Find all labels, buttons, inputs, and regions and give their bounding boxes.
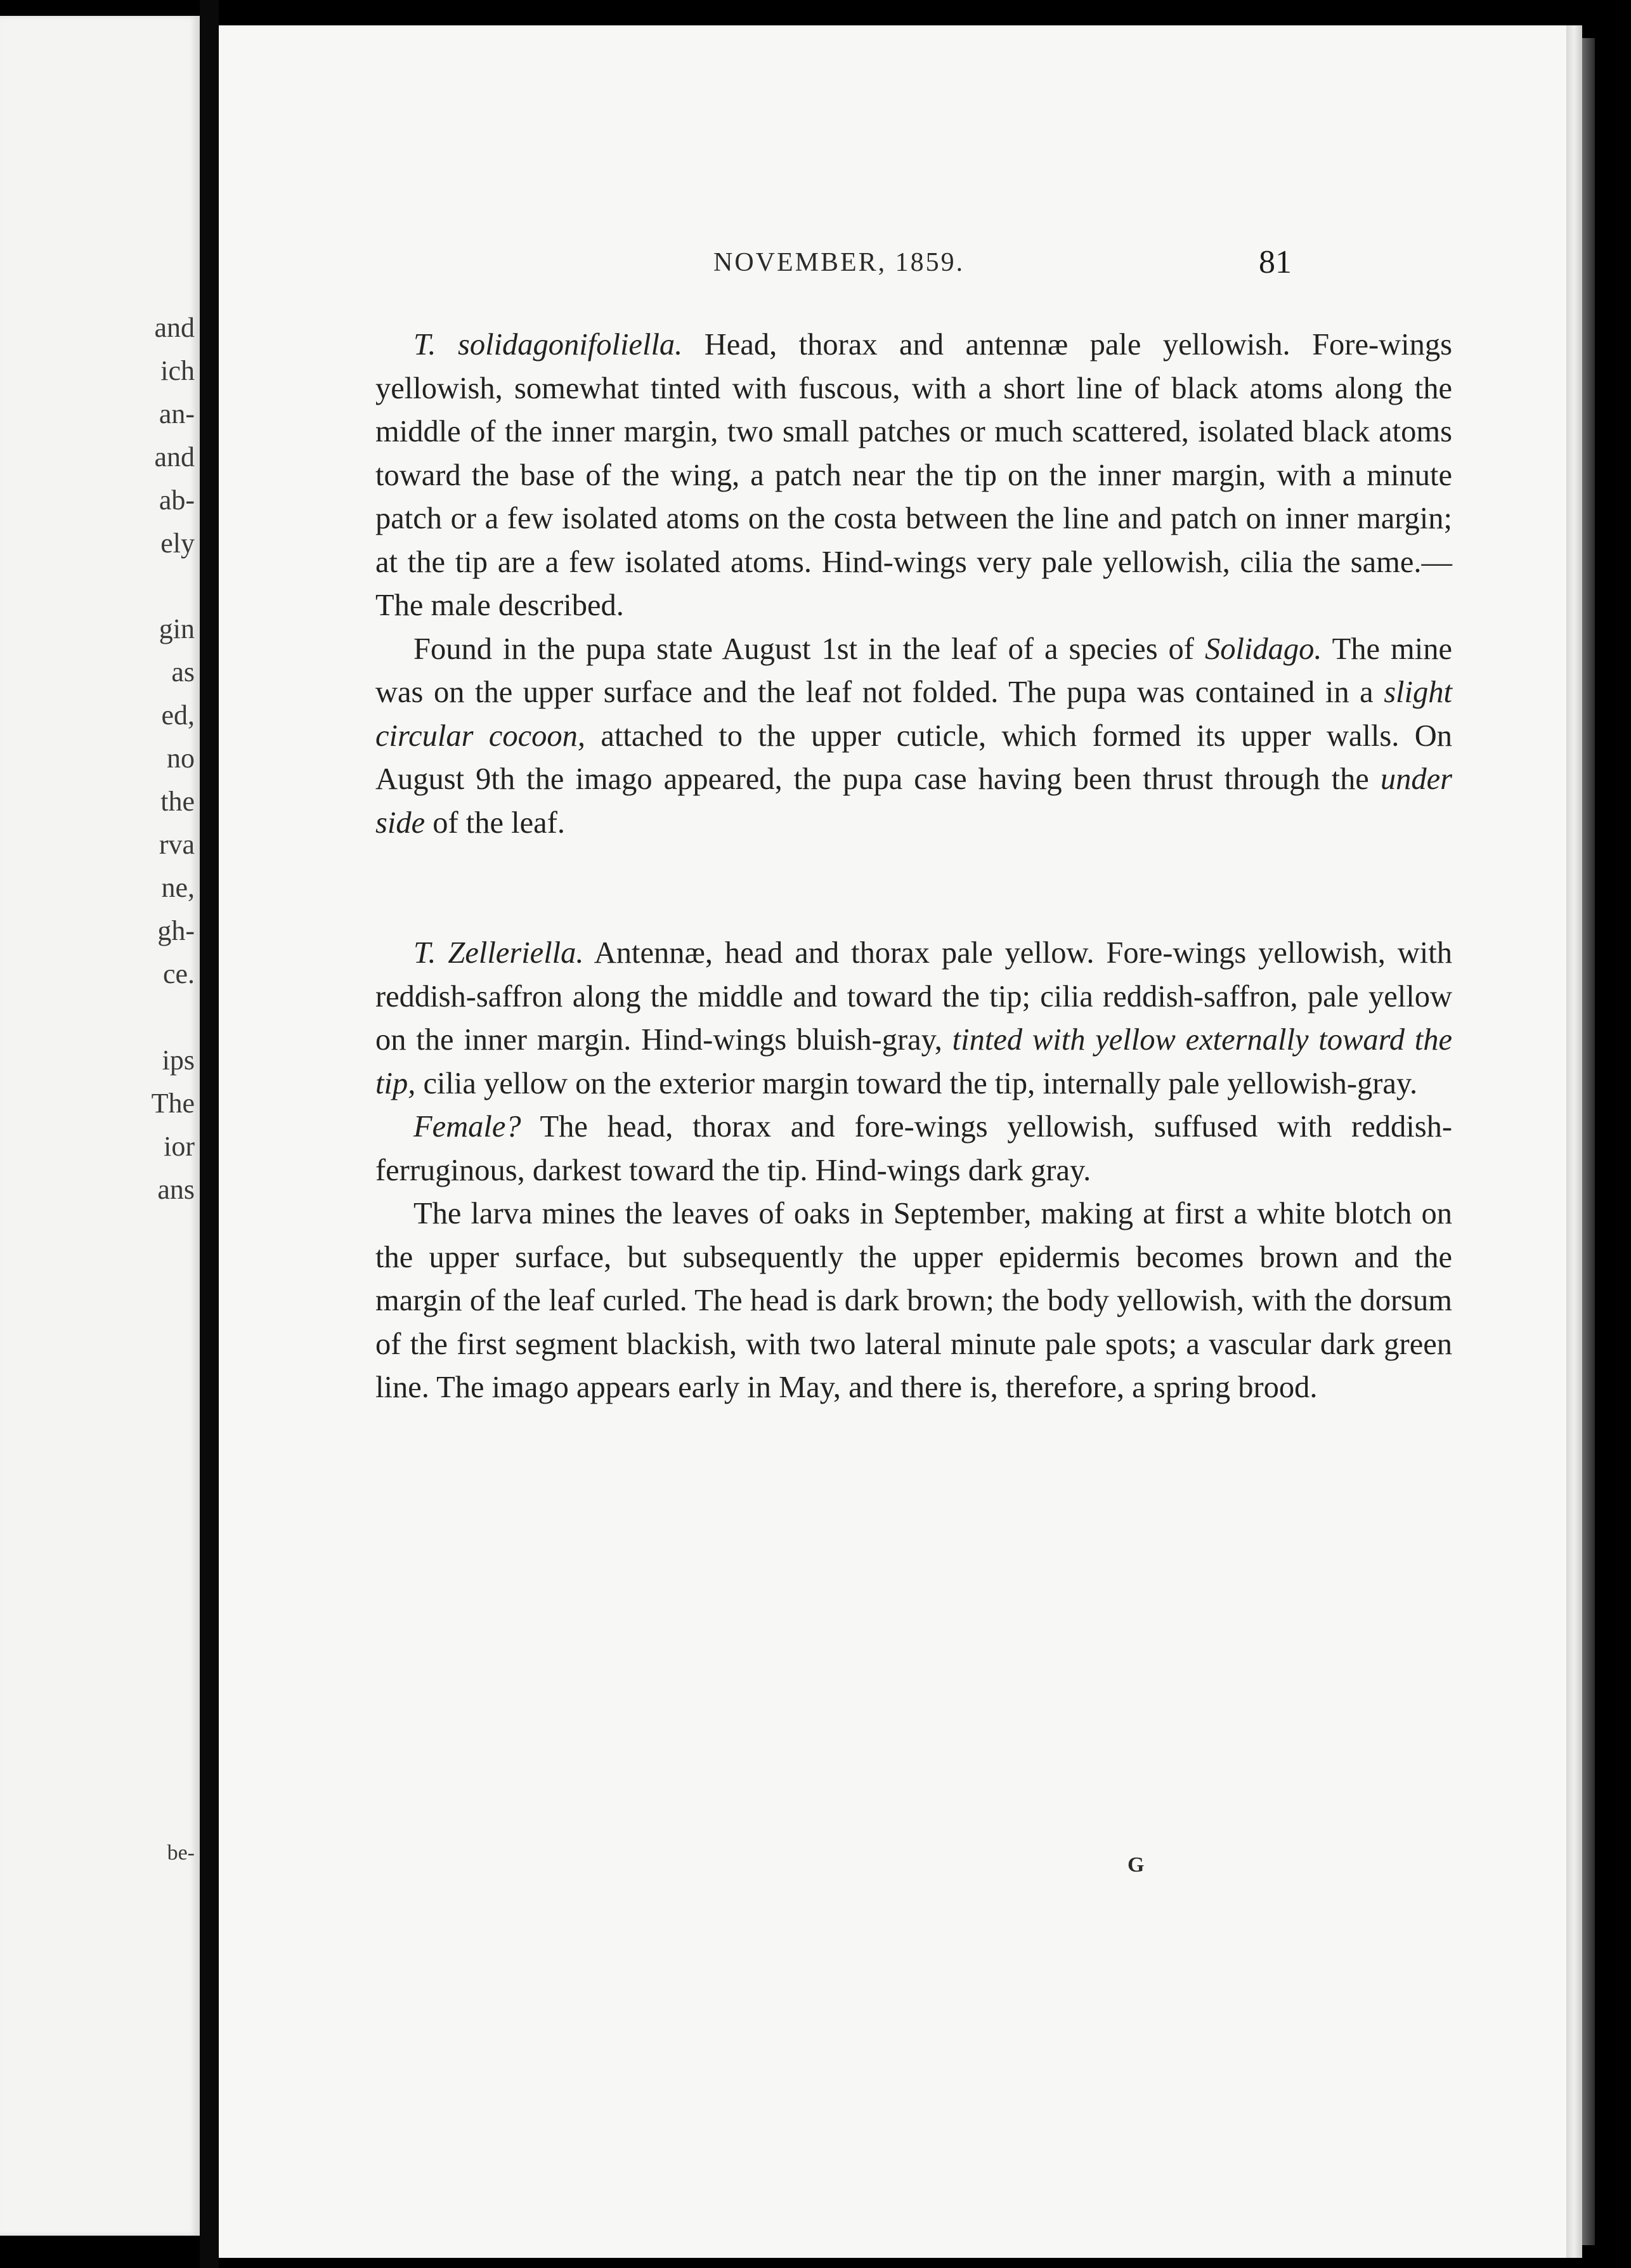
paragraph-solidago-pupa [375,628,1452,845]
italic-term: tinted with yellow externally toward the tip, [375,1023,1452,1100]
left-fragment: be- [167,1841,195,1865]
paragraph-larva [375,1192,1452,1410]
paragraph-text: Antennæ, head and thorax pale yellow. Fore-wings yellowish, with reddish-saffron along the middle and toward the tip; cilia reddish-saffron, pale yellow on the inner margin. Hind-wings bluish-gray, [375,936,1452,1057]
italic-term: under side [375,762,1452,840]
signature-mark: G [1127,1853,1145,1877]
left-fragment: and [154,441,195,472]
left-fragment: the [160,786,195,817]
book-gutter [200,0,219,2268]
paragraph-text: of the leaf. [425,805,565,840]
left-fragment: ab- [159,485,195,516]
running-head: NOVEMBER, 1859. [713,248,965,277]
italic-term: slight circular cocoon, [375,675,1452,753]
paragraph-text: The mine was on the upper surface and the leaf not folded. The pupa was contained in a [375,632,1452,709]
page-edge-shadow [1582,38,1595,2245]
left-fragment: ely [160,528,195,559]
paragraph-text: Found in the pupa state August 1st in the leaf of a species of [413,632,1205,666]
paragraph-text: cilia yellow on the exterior margin toward the tip, internally pale yellowish-gray. [415,1066,1418,1100]
left-fragment: gh- [157,915,195,946]
left-fragment: ne, [161,872,195,903]
female-label: Female? [413,1110,521,1144]
left-fragment: as [171,656,195,688]
paragraph-text: attached to the upper cuticle, which formed its upper walls. On August 9th the imago appeared, the pupa case having been thrust through the [375,719,1452,796]
right-page [219,25,1566,2258]
paragraph-text: Head, thorax and antennæ pale yellowish. Fore-wings yellowish, somewhat tinted with fuscous, with a short line of black atoms along the middle of the inner margin, two small patches or much scattered, isolated black atoms toward the base of the wing, a patch near the tip on the inner margin, with a minute patch or a few isolated atoms on the costa between the line and patch on inner margin; at the tip are a few isolated atoms. Hind-wings very pale yellowish, cilia the same.—The male described. [375,328,1452,622]
page-edge [1566,25,1582,2258]
page-number: 81 [1259,244,1292,280]
left-fragment: and [154,312,195,343]
paragraph-text: The head, thorax and fore-wings yellowish, suffused with reddish-ferruginous, darkest toward the tip. Hind-wings dark gray. [375,1110,1452,1187]
left-fragment: rva [159,829,195,860]
left-page [0,16,200,2236]
left-fragment: ans [157,1174,195,1205]
body-text [375,323,1452,1410]
left-fragment: an- [159,398,195,429]
left-fragment: ips [162,1045,195,1076]
left-fragment: ce. [162,958,195,989]
paragraph-text: The larva mines the leaves of oaks in September, making at first a white blotch on the upper surface, but subsequently the upper epidermis becomes brown and the margin of the leaf curled. The head is dark brown; the body yellowish, with the dorsum of the first segment blackish, with two lateral minute pale spots; a vascular dark green line. The imago appears early in May, and there is, therefore, a spring brood. [375,1197,1452,1404]
left-fragment: no [167,743,195,774]
paragraph-solidagonifoliella [375,323,1452,628]
left-fragment: gin [159,613,195,644]
paragraph-zelleriella [375,932,1452,1105]
paragraph-female [375,1105,1452,1192]
page-header [219,244,1566,285]
left-fragment: The [151,1088,195,1119]
italic-term: Solidago. [1204,632,1322,666]
left-fragment: ior [164,1131,195,1162]
species-name: T. Zelleriella. [413,936,584,970]
left-fragment: ich [160,355,195,386]
species-name: T. solidagonifoliella. [413,328,683,362]
left-fragment: ed, [161,700,195,731]
